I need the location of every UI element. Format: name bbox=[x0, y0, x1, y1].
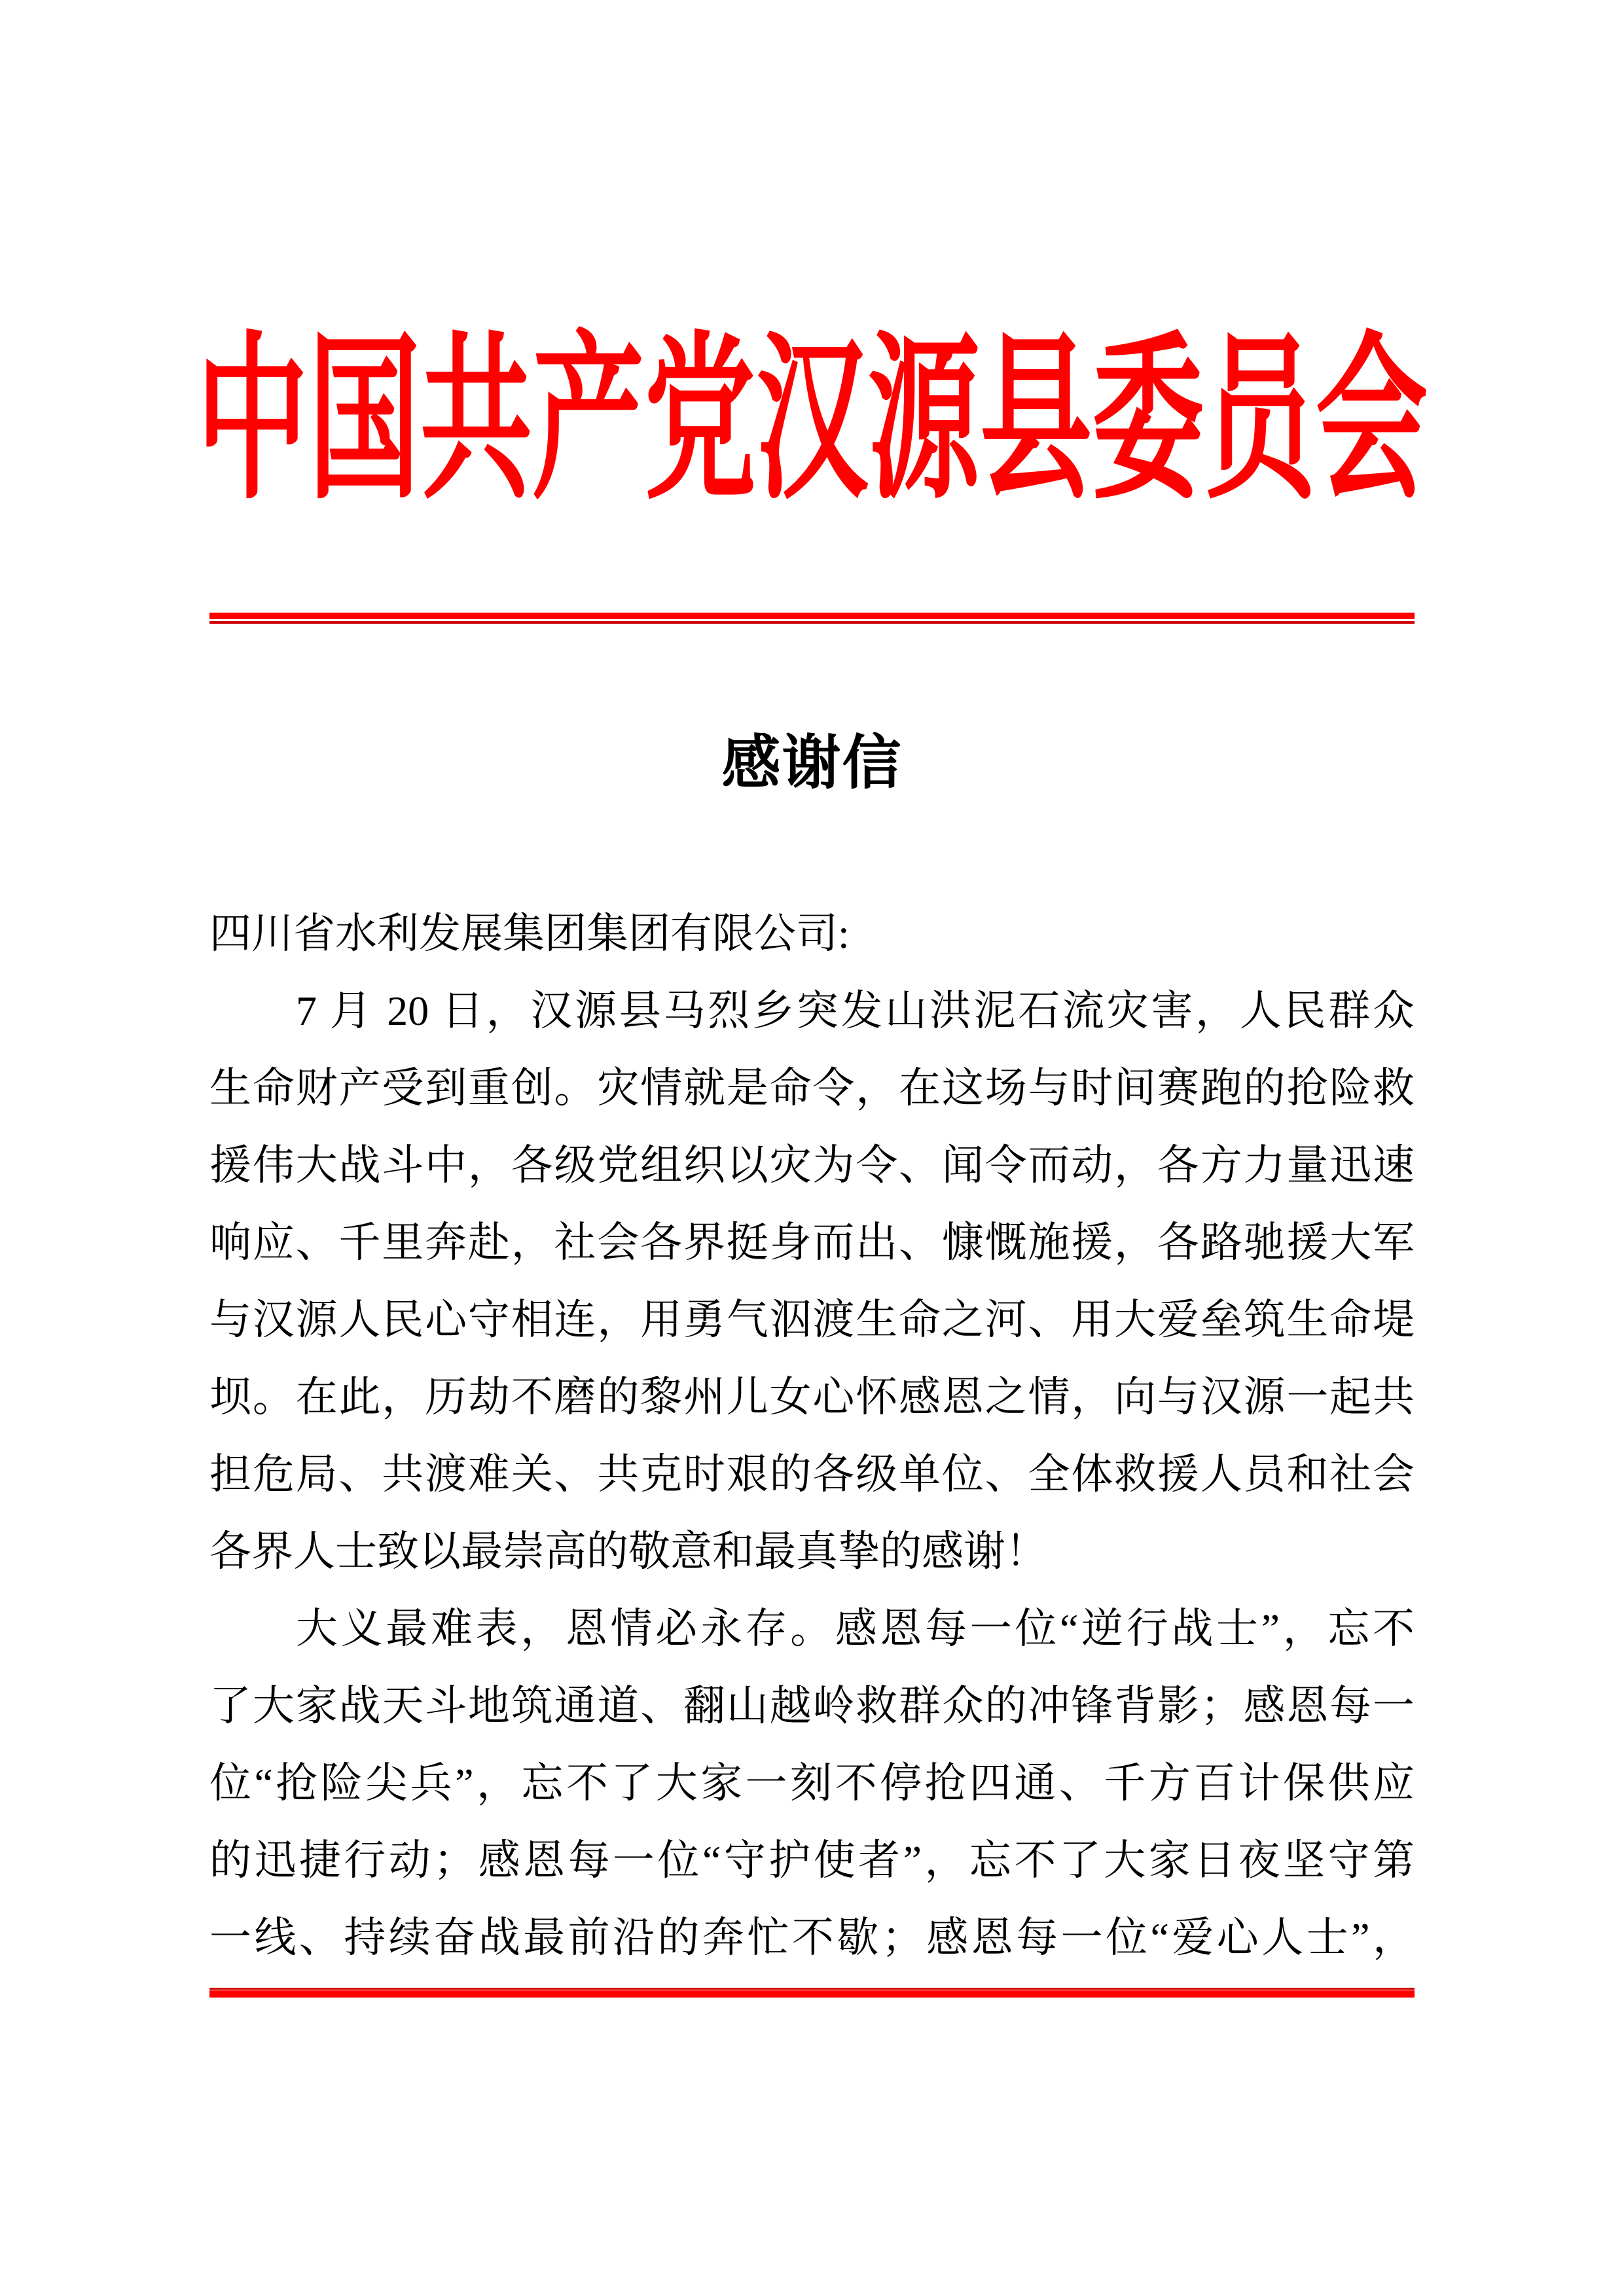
footer-rule-thin bbox=[209, 1988, 1415, 1990]
letterhead-banner bbox=[0, 321, 1624, 520]
body-line: 各界人士致以最崇高的敬意和最真挚的感谢！ bbox=[209, 1528, 1047, 1575]
body-line: 坝。在此，历劫不磨的黎州儿女心怀感恩之情，向与汉源一起共 bbox=[209, 1374, 1415, 1420]
body-line: 的迅捷行动；感恩每一位“守护使者”，忘不了大家日夜坚守第 bbox=[209, 1837, 1415, 1884]
body-line: 与汉源人民心守相连，用勇气泅渡生命之河、用大爱垒筑生命堤 bbox=[209, 1297, 1415, 1343]
body-line: 7 月 20 日，汉源县马烈乡突发山洪泥石流灾害，人民群众 bbox=[296, 988, 1415, 1034]
body-line: 一线、持续奋战最前沿的奔忙不歇；感恩每一位“爱心人士”， bbox=[209, 1914, 1415, 1961]
footer-rule-thick bbox=[209, 1990, 1415, 1998]
header-rule-thin bbox=[209, 621, 1415, 624]
salutation-line: 四川省水利发展集团集团有限公司: bbox=[209, 910, 850, 957]
document-title: 感谢信 bbox=[721, 731, 903, 796]
body-line: 了大家战天斗地筑通道、翻山越岭救群众的冲锋背影；感恩每一 bbox=[209, 1683, 1415, 1729]
body-line: 响应、千里奔赴，社会各界挺身而出、慷慨施援，各路驰援大军 bbox=[209, 1219, 1415, 1266]
body-line: 援伟大战斗中，各级党组织以灾为令、闻令而动，各方力量迅速 bbox=[209, 1142, 1415, 1189]
body-line: 担危局、共渡难关、共克时艰的各级单位、全体救援人员和社会 bbox=[209, 1451, 1415, 1498]
body-line: 生命财产受到重创。灾情就是命令，在这场与时间赛跑的抢险救 bbox=[209, 1065, 1415, 1111]
header-rule-thick bbox=[209, 613, 1415, 619]
body-line: 位“抢险尖兵”，忘不了大家一刻不停抢四通、千方百计保供应 bbox=[209, 1760, 1415, 1806]
letterhead-title: 中国共产党汉源县委员会 bbox=[196, 321, 1428, 520]
letter-body bbox=[209, 895, 1415, 1977]
body-line: 大义最难表，恩情必永存。感恩每一位“逆行战士”，忘不 bbox=[296, 1605, 1415, 1652]
